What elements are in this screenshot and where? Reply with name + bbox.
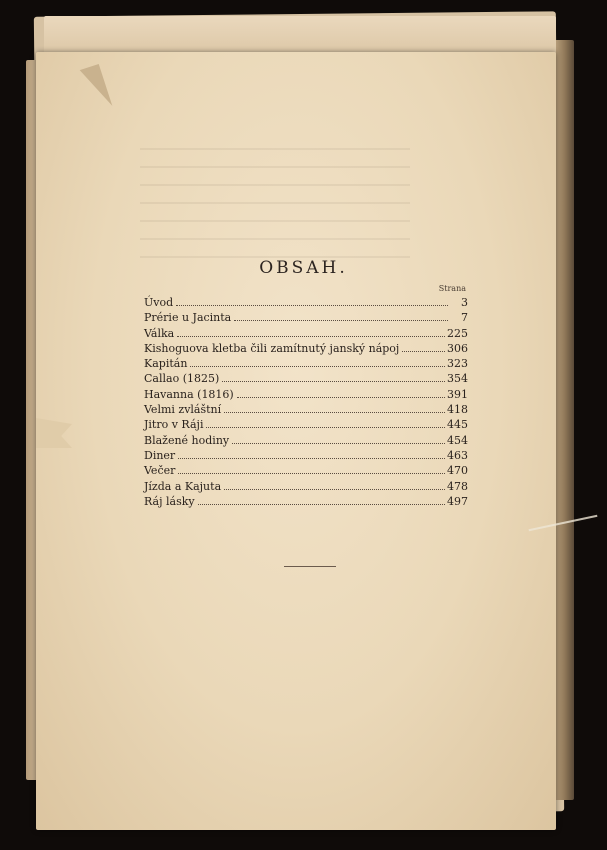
- show-through-text: [140, 148, 410, 258]
- toc-entry: [144, 357, 468, 372]
- table-of-contents: [144, 296, 468, 510]
- toc-entry: [144, 388, 468, 403]
- leader-dots: [224, 412, 445, 413]
- toc-entry: [144, 403, 468, 418]
- toc-entry-title: Jitro v Ráji: [144, 418, 204, 432]
- leader-dots: [198, 504, 445, 505]
- page-title: OBSAH.: [259, 258, 348, 278]
- toc-entry-page: 418: [447, 403, 468, 417]
- toc-entry-page: 445: [447, 418, 468, 432]
- toc-entry: [144, 449, 468, 464]
- toc-entry-title: Válka: [144, 326, 175, 340]
- toc-entry-title: Ráj lásky: [144, 494, 195, 508]
- toc-entry-page: 323: [447, 357, 468, 371]
- toc-entry-title: Prérie u Jacinta: [144, 311, 232, 325]
- toc-entry-page: 354: [447, 372, 468, 386]
- leader-dots: [190, 366, 445, 367]
- toc-entry: [144, 418, 468, 433]
- leader-dots: [177, 336, 445, 337]
- toc-entry: [144, 434, 468, 449]
- toc-entry-title: Havanna (1816): [144, 387, 234, 401]
- toc-entry-title: Večer: [144, 464, 176, 478]
- leader-dots: [176, 305, 448, 306]
- toc-entry-page: 478: [447, 479, 468, 493]
- toc-entry-title: Blažené hodiny: [144, 433, 230, 447]
- toc-entry-page: 497: [447, 494, 468, 508]
- leader-dots: [222, 381, 445, 382]
- toc-entry-page: 306: [447, 341, 468, 355]
- leader-dots: [178, 473, 445, 474]
- toc-entry: [144, 342, 468, 357]
- toc-entry: [144, 296, 468, 311]
- toc-entry-title: Diner: [144, 448, 176, 462]
- toc-entry: [144, 480, 468, 495]
- leader-dots: [232, 443, 445, 444]
- leader-dots: [206, 427, 445, 428]
- toc-entry: [144, 327, 468, 342]
- toc-entry-title: Velmi zvláštní: [144, 403, 222, 417]
- toc-entry-title: Jízda a Kajuta: [144, 479, 222, 493]
- leader-dots: [178, 458, 445, 459]
- leader-dots: [234, 320, 448, 321]
- toc-entry-page: 3: [461, 296, 468, 309]
- toc-entry-title: Kapitán: [144, 357, 188, 371]
- toc-entry-title: Callao (1825): [144, 372, 220, 386]
- page-column-header: Strana: [438, 284, 466, 293]
- top-page-edge: [44, 16, 556, 56]
- toc-entry-title: Kishoguova kletba čili zamítnutý janský nápoj: [144, 341, 400, 355]
- leader-dots: [224, 489, 445, 490]
- toc-entry-page: 391: [447, 387, 468, 401]
- toc-entry-page: 225: [447, 326, 468, 340]
- toc-entry-page: 463: [447, 448, 468, 462]
- closing-rule: [284, 566, 336, 567]
- toc-entry-page: 470: [447, 464, 468, 478]
- toc-entry: [144, 464, 468, 479]
- toc-entry-page: 7: [461, 311, 468, 325]
- toc-entry: [144, 311, 468, 326]
- leader-dots: [237, 397, 445, 398]
- toc-entry-page: 454: [447, 433, 468, 447]
- toc-entry: [144, 495, 468, 510]
- toc-entry: [144, 372, 468, 387]
- toc-entry-title: Úvod: [144, 296, 174, 309]
- leader-dots: [402, 351, 445, 352]
